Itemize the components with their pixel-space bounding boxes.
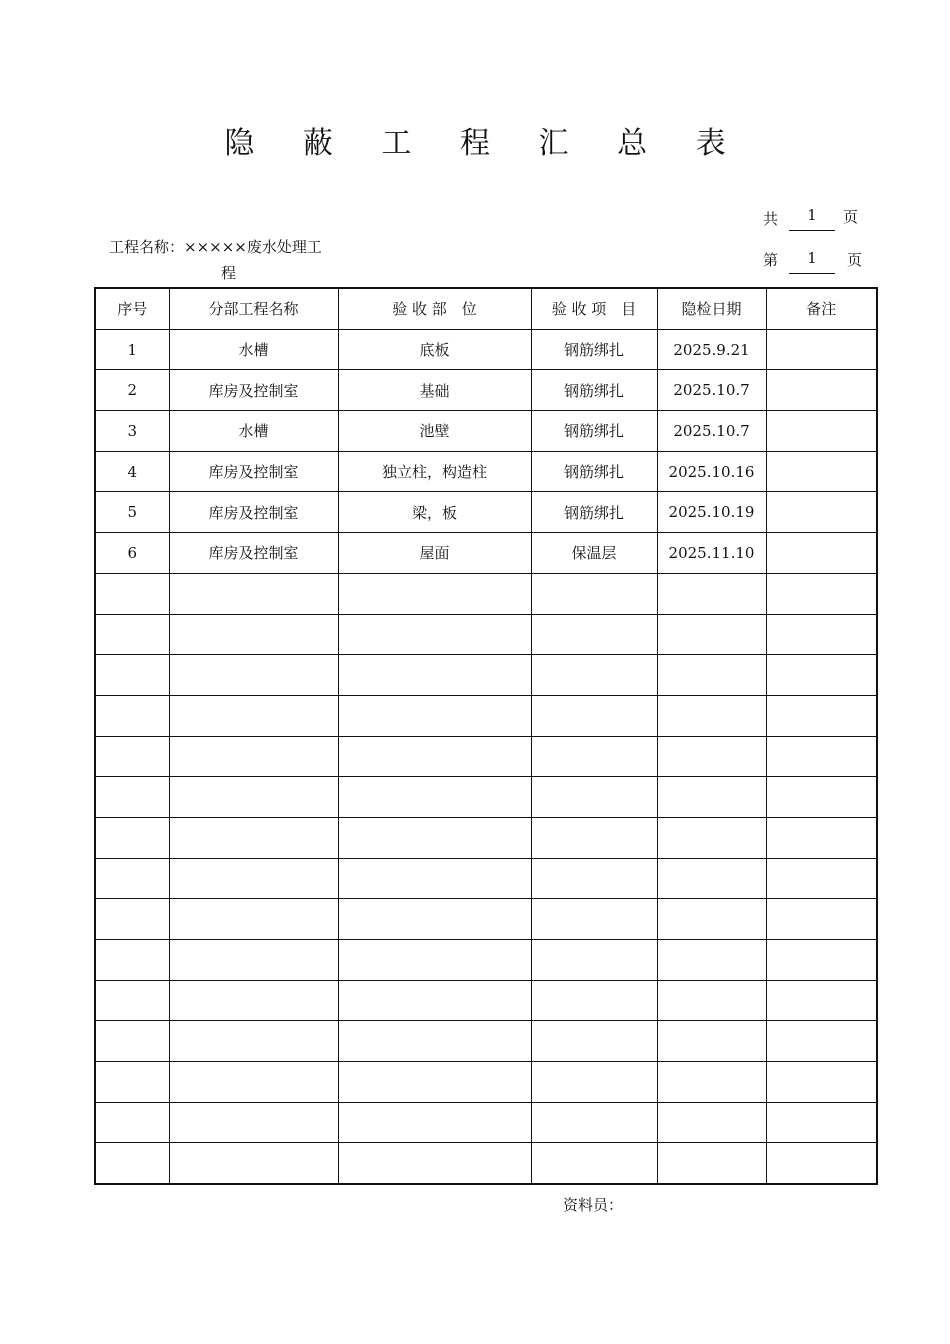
cell-inspection-item (531, 1062, 657, 1103)
header-inspection-date: 隐检日期 (657, 288, 766, 329)
cell-section-name (169, 736, 338, 777)
cell-inspection-date: 2025.10.16 (657, 451, 766, 492)
header-inspection-location: 验 收 部 位 (338, 288, 531, 329)
cell-section-name (169, 817, 338, 858)
cell-inspection-location (338, 1102, 531, 1143)
cell-index (95, 1021, 169, 1062)
cell-inspection-item (531, 899, 657, 940)
project-name-line1 (109, 234, 369, 260)
table-row (95, 777, 877, 818)
cell-section-name (169, 777, 338, 818)
cell-index (95, 736, 169, 777)
table-row (95, 533, 877, 574)
table-row (95, 451, 877, 492)
cell-index (95, 1143, 169, 1184)
cell-index: 3 (95, 411, 169, 452)
cell-section-name: 水槽 (169, 329, 338, 370)
table-row (95, 858, 877, 899)
cell-remarks (766, 1143, 877, 1184)
cell-section-name (169, 655, 338, 696)
cell-inspection-item (531, 695, 657, 736)
cell-inspection-date (657, 736, 766, 777)
cell-inspection-location (338, 1143, 531, 1184)
cell-index (95, 980, 169, 1021)
header-index: 序号 (95, 288, 169, 329)
cell-inspection-date (657, 1143, 766, 1184)
document-title: 隐 蔽 工 程 汇 总 表 (224, 126, 746, 161)
cell-inspection-date (657, 1102, 766, 1143)
cell-remarks (766, 573, 877, 614)
cell-section-name (169, 1143, 338, 1184)
cell-section-name (169, 1021, 338, 1062)
cell-remarks (766, 777, 877, 818)
cell-index (95, 858, 169, 899)
cell-section-name (169, 695, 338, 736)
cell-inspection-item (531, 655, 657, 696)
cell-inspection-date (657, 614, 766, 655)
cell-remarks (766, 858, 877, 899)
cell-section-name: 库房及控制室 (169, 370, 338, 411)
project-name-block (109, 234, 369, 286)
page-total-value: 1 (789, 206, 835, 231)
cell-section-name (169, 614, 338, 655)
cell-inspection-date: 2025.10.19 (657, 492, 766, 533)
cell-remarks (766, 329, 877, 370)
cell-section-name (169, 940, 338, 981)
cell-inspection-item (531, 817, 657, 858)
cell-inspection-item (531, 1143, 657, 1184)
cell-inspection-location: 屋面 (338, 533, 531, 574)
table-row (95, 655, 877, 696)
clerk-label: 资料员： (563, 1196, 624, 1214)
cell-inspection-date (657, 695, 766, 736)
table-header-row (95, 288, 877, 329)
cell-index (95, 695, 169, 736)
table-body (95, 329, 877, 1184)
cell-inspection-location (338, 1021, 531, 1062)
cell-remarks (766, 899, 877, 940)
cell-inspection-date (657, 980, 766, 1021)
page-current-prefix: 第 (763, 251, 779, 269)
table-row (95, 411, 877, 452)
cell-inspection-item (531, 1102, 657, 1143)
cell-inspection-location (338, 899, 531, 940)
cell-inspection-location (338, 573, 531, 614)
cell-remarks (766, 1102, 877, 1143)
cell-remarks (766, 533, 877, 574)
cell-section-name (169, 980, 338, 1021)
cell-inspection-date (657, 573, 766, 614)
table-row (95, 492, 877, 533)
cell-index: 6 (95, 533, 169, 574)
cell-inspection-item (531, 614, 657, 655)
cell-inspection-item: 钢筋绑扎 (531, 492, 657, 533)
cell-remarks (766, 655, 877, 696)
page-total-prefix: 共 (763, 210, 779, 228)
cell-remarks (766, 695, 877, 736)
cell-section-name (169, 1062, 338, 1103)
table-row (95, 695, 877, 736)
cell-inspection-location: 梁，板 (338, 492, 531, 533)
cell-section-name (169, 573, 338, 614)
cell-inspection-item (531, 1021, 657, 1062)
cell-remarks (766, 451, 877, 492)
cell-inspection-item: 钢筋绑扎 (531, 411, 657, 452)
header-inspection-item: 验 收 项 目 (531, 288, 657, 329)
table-row (95, 899, 877, 940)
cell-inspection-date: 2025.11.10 (657, 533, 766, 574)
cell-index: 1 (95, 329, 169, 370)
table-row (95, 1021, 877, 1062)
cell-inspection-location (338, 614, 531, 655)
page-current-suffix: 页 (847, 251, 863, 269)
cell-remarks (766, 736, 877, 777)
cell-inspection-location: 池壁 (338, 411, 531, 452)
table-row (95, 1143, 877, 1184)
cell-inspection-location (338, 858, 531, 899)
project-name: ×××××废水处理工 (184, 238, 322, 256)
table-row (95, 370, 877, 411)
cell-inspection-location (338, 817, 531, 858)
project-name-line2: 程 (221, 264, 237, 282)
cell-inspection-date: 2025.10.7 (657, 370, 766, 411)
cell-inspection-location (338, 940, 531, 981)
table-row (95, 1062, 877, 1103)
cell-inspection-item (531, 777, 657, 818)
project-label: 工程名称： (109, 238, 185, 256)
cell-inspection-location (338, 695, 531, 736)
cell-inspection-item: 钢筋绑扎 (531, 370, 657, 411)
cell-index (95, 899, 169, 940)
cell-inspection-location (338, 736, 531, 777)
cell-inspection-item (531, 858, 657, 899)
header-remarks: 备注 (766, 288, 877, 329)
table-row (95, 329, 877, 370)
cell-inspection-date (657, 655, 766, 696)
cell-remarks (766, 492, 877, 533)
cell-inspection-location: 基础 (338, 370, 531, 411)
cell-remarks (766, 817, 877, 858)
cell-index (95, 777, 169, 818)
cell-inspection-item (531, 940, 657, 981)
table-row (95, 573, 877, 614)
cell-inspection-location (338, 777, 531, 818)
cell-inspection-item: 钢筋绑扎 (531, 451, 657, 492)
cell-index (95, 817, 169, 858)
cell-inspection-date (657, 777, 766, 818)
cell-inspection-location: 独立柱，构造柱 (338, 451, 531, 492)
table-row (95, 1102, 877, 1143)
cell-section-name: 库房及控制室 (169, 492, 338, 533)
cell-section-name (169, 858, 338, 899)
table-row (95, 980, 877, 1021)
cell-section-name: 库房及控制室 (169, 451, 338, 492)
table-row (95, 940, 877, 981)
cell-remarks (766, 1021, 877, 1062)
cell-inspection-item (531, 736, 657, 777)
cell-inspection-date (657, 1062, 766, 1103)
cell-index: 4 (95, 451, 169, 492)
cell-inspection-item (531, 980, 657, 1021)
cell-inspection-location (338, 1062, 531, 1103)
cell-index: 5 (95, 492, 169, 533)
cell-inspection-location (338, 980, 531, 1021)
cell-remarks (766, 370, 877, 411)
cell-inspection-location (338, 655, 531, 696)
cell-index (95, 940, 169, 981)
cell-inspection-item (531, 573, 657, 614)
cell-index (95, 1062, 169, 1103)
cell-remarks (766, 940, 877, 981)
cell-remarks (766, 614, 877, 655)
cell-inspection-date (657, 817, 766, 858)
table-row (95, 817, 877, 858)
cell-index (95, 573, 169, 614)
cell-inspection-item: 保温层 (531, 533, 657, 574)
table-row (95, 736, 877, 777)
cell-index (95, 614, 169, 655)
cell-inspection-date (657, 858, 766, 899)
cell-inspection-item: 钢筋绑扎 (531, 329, 657, 370)
cell-section-name (169, 1102, 338, 1143)
cell-inspection-date (657, 899, 766, 940)
cell-section-name: 水槽 (169, 411, 338, 452)
cell-inspection-date: 2025.9.21 (657, 329, 766, 370)
cell-inspection-date (657, 940, 766, 981)
cell-remarks (766, 1062, 877, 1103)
cell-section-name: 库房及控制室 (169, 533, 338, 574)
page-current-value: 1 (789, 249, 835, 274)
table-row (95, 614, 877, 655)
cell-index: 2 (95, 370, 169, 411)
page-total-suffix: 页 (843, 208, 859, 226)
cell-remarks (766, 980, 877, 1021)
summary-table (94, 287, 878, 1185)
cell-section-name (169, 899, 338, 940)
cell-index (95, 1102, 169, 1143)
cell-inspection-location: 底板 (338, 329, 531, 370)
cell-inspection-date: 2025.10.7 (657, 411, 766, 452)
header-section-name: 分部工程名称 (169, 288, 338, 329)
cell-inspection-date (657, 1021, 766, 1062)
cell-index (95, 655, 169, 696)
cell-remarks (766, 411, 877, 452)
